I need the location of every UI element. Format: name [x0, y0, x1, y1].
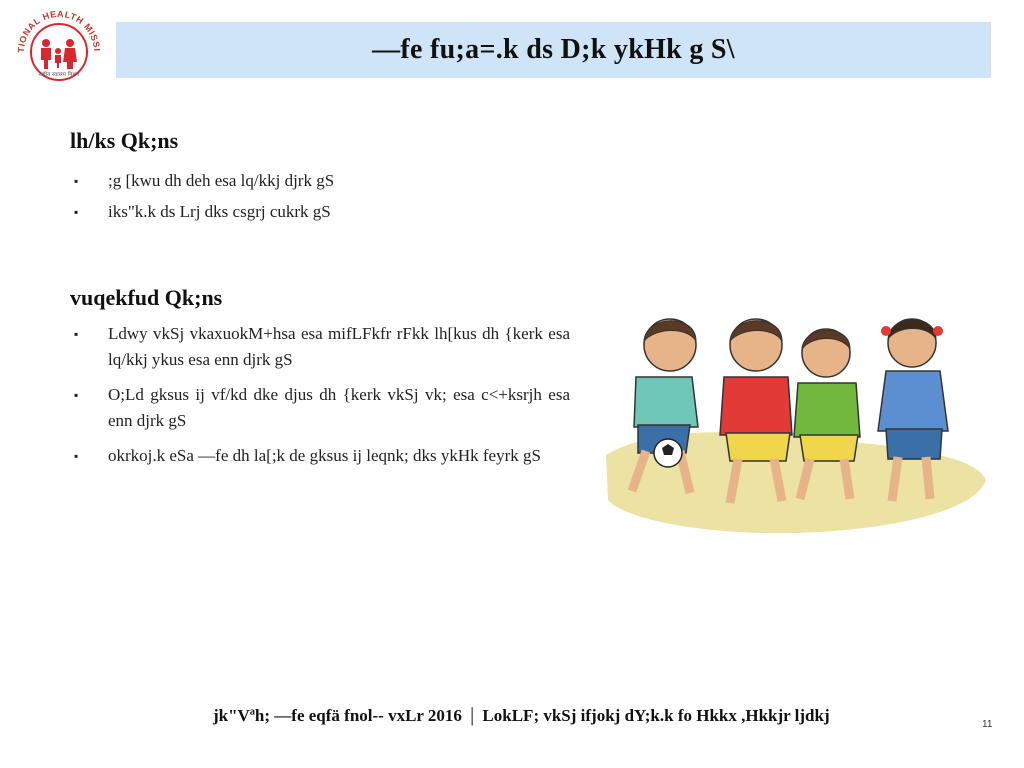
list-item-text: ;g [kwu dh deh esa lq/kkj djrk gS [108, 171, 335, 190]
footer [213, 704, 913, 727]
list-item-text: O;Ld gksus ij vf/kd dke djus dh {kerk vkSj vk; esa c<+ksrjh esa enn djrk gS [108, 385, 570, 430]
children-playing-football-illustration [596, 305, 992, 537]
list-item-text: Ldwy vkSj vkaxuokM+hsa esa mifLFkfr rFkk lh[kus dh {kerk esa lq/kkj ykus esa enn djrk gS [108, 324, 570, 369]
logo-tagline: राष्ट्रीय स्वास्थ्य मिशन [38, 72, 80, 78]
children-playing-icon [596, 305, 992, 537]
nhm-logo [12, 10, 106, 94]
square-bullet-icon: ▪ [74, 449, 79, 463]
logo-text: TIONAL HEALTH MISSI [15, 10, 103, 53]
title-bar [116, 22, 991, 78]
list-item-text: iks"k.k ds Lrj dks csgrj cukrk gS [108, 202, 331, 221]
square-bullet-icon: ▪ [74, 174, 79, 188]
indirect-benefits-list [70, 321, 570, 478]
list-item [70, 382, 570, 434]
slide-title: —fe fu;a=.k ds D;k ykHk g S\ [372, 34, 735, 65]
section-direct-benefits-heading: lh/ks Qk;ns [70, 128, 179, 153]
footer-event-text: jk"Vªh; —fe eqfä fnol-- vxLr 2016 [213, 706, 462, 725]
list-item [70, 443, 570, 469]
page-number: 11 [982, 719, 993, 730]
section-indirect-benefits-heading: vuqekfud Qk;ns [70, 285, 223, 310]
square-bullet-icon: ▪ [74, 327, 79, 341]
list-item-text: okrkoj.k eSa —fe dh la[;k de gksus ij leqnk; dks ykHk feyrk gS [108, 446, 541, 465]
footer-separator: | [470, 704, 475, 726]
list-item [70, 168, 590, 194]
direct-benefits-list [70, 168, 590, 230]
nhm-family-logo-icon [12, 10, 106, 94]
list-item [70, 199, 590, 225]
square-bullet-icon: ▪ [74, 205, 79, 219]
list-item [70, 321, 570, 373]
square-bullet-icon: ▪ [74, 388, 79, 402]
footer-ministry-text: LokLF; vkSj ifjokj dY;k.k fo Hkkx ,Hkkjr ljdkj [482, 706, 830, 725]
